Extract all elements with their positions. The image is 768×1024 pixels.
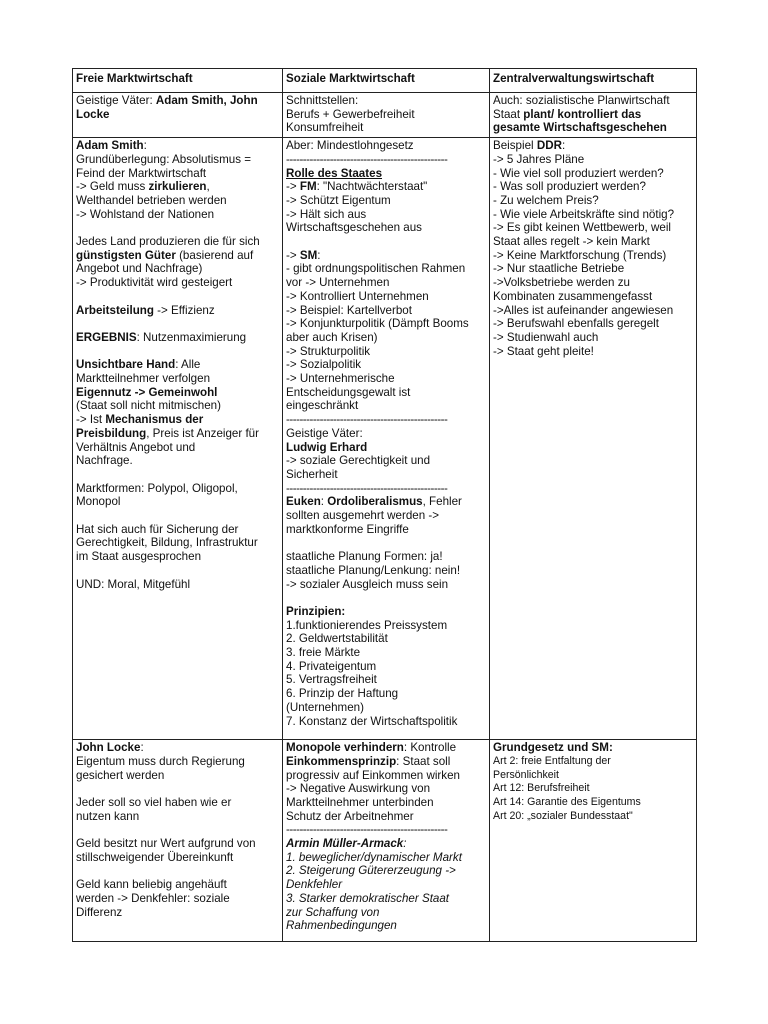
divider: ------------------------------------------------ (286, 823, 448, 837)
cell-adam-smith: Adam Smith: Grundüberlegung: Absolutismus = Feind der Marktwirtschaft -> Geld muss zirkulieren, Welthandel betrieben werden -> Wohlstand der Nationen Jedes Land produzieren die für sich günstigsten Güter (basierend auf Angebot und Nachfrage) -> Produktivität wird gesteigert Arbeitsteilung -> Effizienz ERGEBNIS: Nutzenmaximierung Unsichtbare Hand: Alle Marktteilnehmer verfolgen Eigennutz -> Gemeinwohl (Staat soll nicht mitmischen) -> Ist Mechanismus der Preisbildung, Preis ist Anzeiger für Verhältnis Angebot und Nachfrage. Marktformen: Polypol, Oligopol, Monopol Hat sich auch für Sicherung der Gerechtigkeit, Bildung, Infrastruktur im Staat ausgesprochen UND: Moral, Mitgefühl (73, 138, 283, 740)
divider: ------------------------------------------------ (286, 481, 448, 495)
row-bottom (73, 740, 697, 942)
row-details (73, 138, 697, 740)
header-row (73, 69, 697, 93)
cell-grundgesetz: Grundgesetz und SM: Art 2: freie Entfaltung der Persönlichkeit Art 12: Berufsfreiheit Art 14: Garantie des Eigentums Art 20: „sozialer Bundesstaat" (490, 740, 697, 942)
cell-ddr-beispiel: Beispiel DDR: -> 5 Jahres Pläne - Wie viel soll produziert werden? - Was soll produziert werden? - Zu welchem Preis? - Wie viele Arbeitskräfte sind nötig? -> Es gibt keinen Wettbewerb, weil Staat alles regelt -> kein Markt -> Keine Marktforschung (Trends) -> Nur staatliche Betriebe ->Volksbetriebe werden zu Kombinaten zusammengefasst ->Alles ist aufeinander angewiesen -> Berufswahl ebenfalls geregelt -> Studienwahl auch -> Staat geht pleite! (490, 138, 697, 740)
row-overview (73, 93, 697, 138)
header-freie-marktwirtschaft: Freie Marktwirtschaft (73, 69, 283, 93)
cell-fm-vaeter: Geistige Väter: Adam Smith, John Locke (73, 93, 283, 138)
cell-zvw-auch: Auch: sozialistische Planwirtschaft Staat plant/ kontrolliert das gesamte Wirtschaftsgeschehen (490, 93, 697, 138)
divider: ------------------------------------------------ (286, 413, 448, 427)
header-zentralverwaltungswirtschaft: Zentralverwaltungswirtschaft (490, 69, 697, 93)
cell-monopole-armack: Monopole verhindern: Kontrolle Einkommensprinzip: Staat soll progressiv auf Einkommen wirken -> Negative Auswirkung von Marktteilnehmer unterbinden Schutz der Arbeitnehmer ------------------------------------------------ Armin Müller-Armack: 1. beweglicher/dynamischer Markt 2. Steigerung Gütererzeugung -> Denkfehler 3. Starker demokratischer Staat zur Schaffung von Rahmenbedingungen (283, 740, 490, 942)
cell-rolle-des-staates: Aber: Mindestlohngesetz ------------------------------------------------ Rolle des Staates -> FM: "Nachtwächterstaat" -> Schützt Eigentum -> Hält sich aus Wirtschaftsgeschehen aus -> SM: - gibt ordnungspolitischen Rahmen vor -> Unternehmen -> Kontrolliert Unternehmen -> Beispiel: Kartellverbot -> Konjunkturpolitik (Dämpft Booms aber auch Krisen) -> Strukturpolitik -> Sozialpolitik -> Unternehmerische Entscheidungsgewalt ist eingeschränkt ------------------------------------------------ Geistige Väter: Ludwig Erhard -> soziale Gerechtigkeit und Sicherheit ------------------------------------------------ Euken: Ordoliberalismus, Fehler sollten ausgemehrt werden -> marktkonforme Eingriffe staatliche Planung Formen: ja! staatliche Planung/Lenkung: nein! -> sozialer Ausgleich muss sein Prinzipien: 1.funktionierendes Preissystem 2. Geldwertstabilität 3. freie Märkte 4. Privateigentum 5. Vertragsfreiheit 6. Prinzip der Haftung (Unternehmen) 7. Konstanz der Wirtschaftspolitik (283, 138, 490, 740)
divider: ------------------------------------------------ (286, 152, 448, 166)
header-soziale-marktwirtschaft: Soziale Marktwirtschaft (283, 69, 490, 93)
comparison-table (72, 68, 697, 942)
cell-john-locke: John Locke: Eigentum muss durch Regierung gesichert werden Jeder soll so viel haben wie er nutzen kann Geld besitzt nur Wert aufgrund von stillschweigender Übereinkunft Geld kann beliebig angehäuft werden -> Denkfehler: soziale Differenz (73, 740, 283, 942)
cell-sm-schnittstellen: Schnittstellen: Berufs + Gewerbefreiheit Konsumfreiheit (283, 93, 490, 138)
